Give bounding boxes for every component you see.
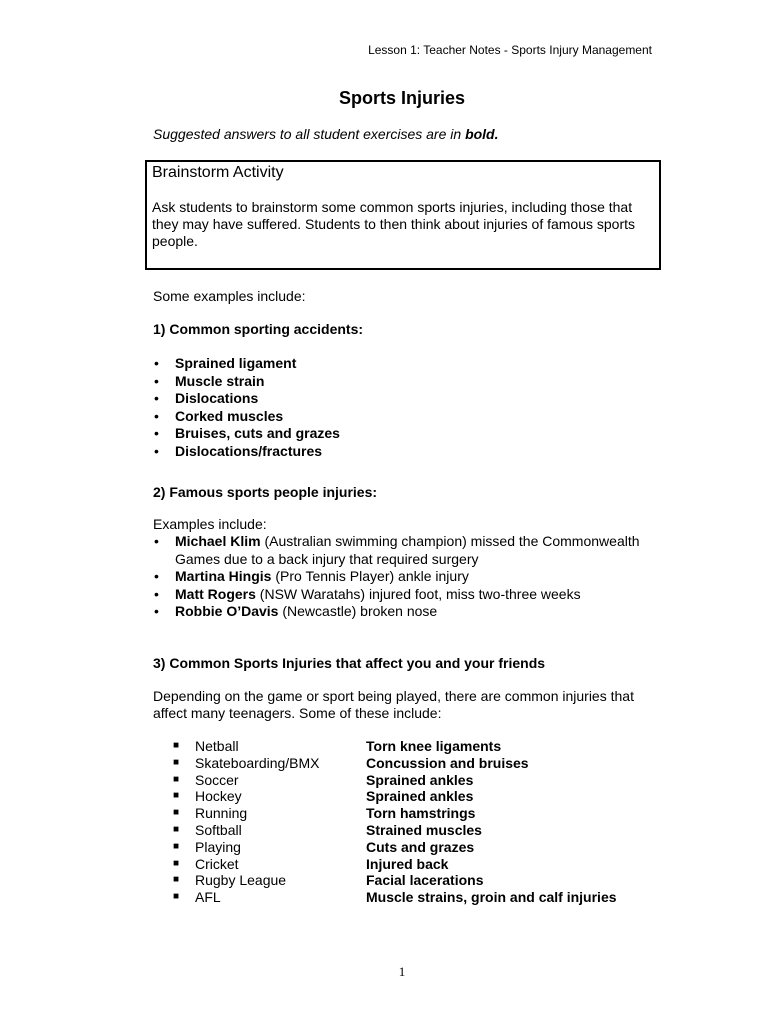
section2-heading: 2) Famous sports people injuries: (153, 484, 378, 500)
page-number: 1 (398, 964, 406, 979)
list-item: • Dislocations (154, 390, 259, 406)
section2-list (153, 533, 673, 621)
bullet-icon: • (154, 533, 159, 549)
square-bullet-icon: ■ (173, 740, 180, 751)
brainstorm-title: Brainstorm Activity (152, 164, 284, 181)
list-item: • Dislocations/fractures (154, 442, 323, 459)
list-item: • Robbie O’Davis (Newcastle) broken nose (154, 603, 438, 619)
square-bullet-icon: ■ (173, 773, 180, 785)
square-bullet-icon: ■ (173, 823, 180, 835)
square-bullet-icon: ■ (173, 790, 180, 802)
subtitle (153, 126, 499, 142)
examples-intro: Some examples include: (153, 288, 306, 304)
list-item: • Martina Hingis (Pro Tennis Player) ankle injury (154, 568, 469, 584)
brainstorm-text: Ask students to brainstorm some common sports injuries, including those that they may have suffered. Students to then think about injuries of famous sports people. (152, 199, 636, 249)
square-bullet-icon: ■ (173, 857, 180, 869)
bullet-icon: • (154, 407, 159, 424)
square-bullet-icon: ■ (173, 840, 180, 852)
subtitle-bold: bold. (465, 126, 499, 142)
bullet-icon: • (154, 603, 159, 619)
bullet-icon: • (154, 390, 159, 406)
square-bullet-icon: ■ (173, 874, 180, 886)
section3-heading: 3) Common Sports Injuries that affect you and your friends (153, 655, 546, 671)
list-item: • Michael Klim (Australian swimming champion) missed the Commonwealth Games due to a back injury that required surgery (154, 533, 640, 567)
list-item: • Corked muscles (154, 407, 284, 424)
page-title: Sports Injuries (338, 88, 466, 108)
list-item: • Matt Rogers (NSW Waratahs) injured foot, miss two-three weeks (154, 585, 581, 602)
page-header: Lesson 1: Teacher Notes - Sports Injury Management (368, 43, 652, 57)
section3-intro: Depending on the game or sport being played, there are common injuries that affect many teenagers. Some of these include: (153, 688, 634, 721)
section1-heading: 1) Common sporting accidents: (153, 321, 364, 337)
square-bullet-icon: ■ (173, 891, 180, 903)
subtitle-text: Suggested answers to all student exercises are in (153, 126, 466, 142)
list-item: • Muscle strain (154, 372, 265, 389)
bullet-icon: • (154, 372, 159, 389)
bullet-icon: • (154, 568, 159, 584)
list-item: • Sprained ligament (154, 355, 297, 371)
section2-intro: Examples include: (153, 516, 267, 532)
bullet-icon: • (154, 425, 159, 441)
list-item: • Bruises, cuts and grazes (154, 425, 340, 441)
bullet-icon: • (154, 355, 159, 371)
square-bullet-icon: ■ (173, 807, 180, 819)
bullet-icon: • (154, 442, 159, 459)
square-bullet-icon: ■ (173, 756, 180, 768)
bullet-icon: • (154, 585, 159, 602)
section1-list (153, 355, 553, 460)
